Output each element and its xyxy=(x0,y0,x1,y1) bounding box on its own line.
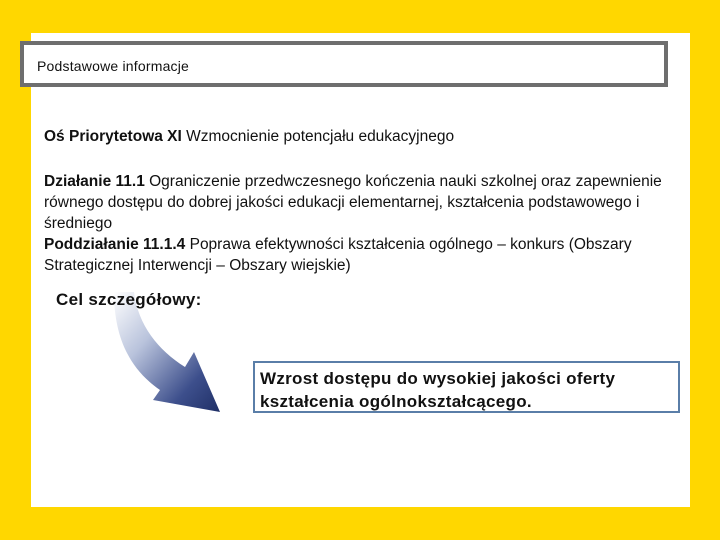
curved-arrow-icon xyxy=(108,290,238,440)
subaction-paragraph xyxy=(44,234,669,276)
header-title: Podstawowe informacje xyxy=(37,58,190,74)
action-text: Ograniczenie przedwczesnego kończenia nauki szkolnej oraz zapewnienie równego dostępu do dobrej jakości edukacji elementarnej, kształcenia podstawowego i średniego xyxy=(44,173,662,232)
goal-box xyxy=(253,361,680,413)
priority-axis-label: Oś Priorytetowa XI xyxy=(44,128,182,145)
goal-text: Wzrost dostępu do wysokiej jakości oferty kształcenia ogólnokształcącego. xyxy=(260,369,616,411)
priority-axis-text: Wzmocnienie potencjału edukacyjnego xyxy=(181,128,455,145)
header-box xyxy=(20,41,668,87)
subaction-text: Poprawa efektywności kształcenia ogólnego – konkurs (Obszary Strategicznej Interwencji – Obszary wiejskie) xyxy=(44,236,632,274)
action-block xyxy=(44,171,669,276)
goal-label: Cel szczegółowy: xyxy=(56,290,202,309)
priority-axis-line xyxy=(44,126,454,147)
subaction-label: Poddziałanie 11.1.4 xyxy=(44,236,186,253)
action-paragraph xyxy=(44,171,669,234)
action-label: Działanie 11.1 xyxy=(44,173,145,190)
